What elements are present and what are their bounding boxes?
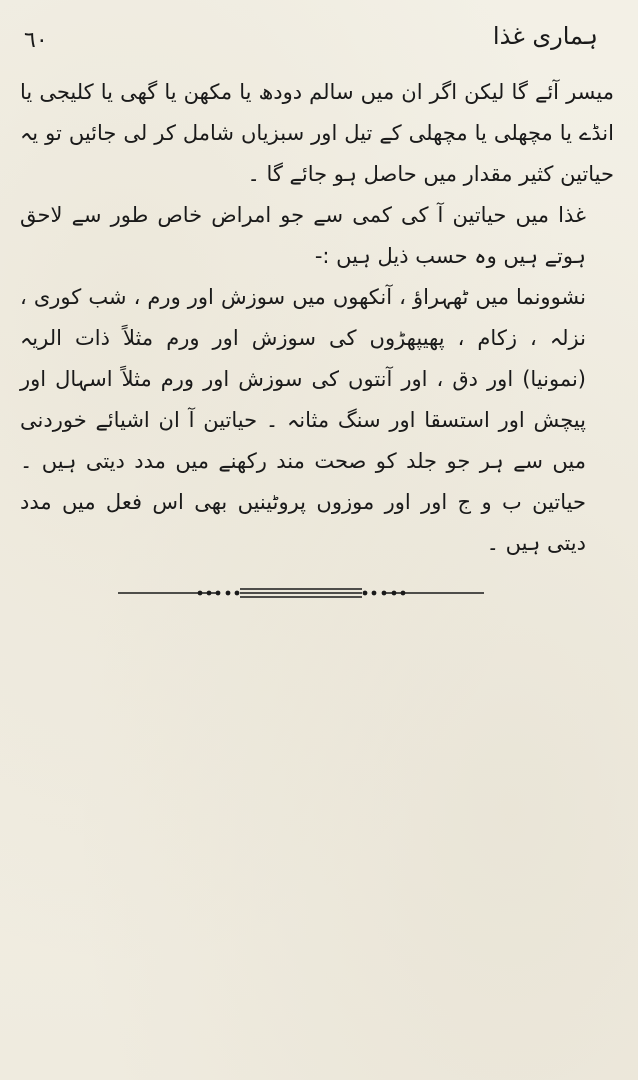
running-head: ہماری غذا (492, 22, 598, 50)
paragraph-1: میسر آئے گا لیکن اگر ان میں سالم دودھ یا مکھن یا گھی یا کلیجی یا انڈے یا مچھلی یا مچھلی کے تیل اور سبزیاں شامل کر لی جائیں تو یہ حیاتین کثیر مقدار میں حاصل ہو جائے گا ۔ (20, 80, 614, 186)
page-number: ٦٠ (24, 28, 48, 53)
page-header (24, 22, 598, 62)
body-text (20, 72, 614, 564)
paragraph-3: نشوونما میں ٹھہراؤ ، آنکھوں میں سوزش اور ورم ، شب کوری ، نزلہ ، زکام ، پھیپھڑوں کی سوزش اور ورم مثلاً ذات الریہ (نمونیا) اور دق ، اور آنتوں کی سوزش اور ورم مثلاً اسہال اور پیچش اور استسقا اور سنگ مثانہ ۔ حیاتین آ ان اشیائے خوردنی میں سے ہر جو جلد کو صحت مند رکھنے میں مدد دیتی ہیں ۔ حیاتین ب و ج اور اور موزوں پروٹینیں بھی اس فعل میں مدد دیتی ہیں ۔ (20, 285, 586, 555)
paragraph-2: غذا میں حیاتین آ کی کمی سے جو امراض خاص طور سے لاحق ہوتے ہیں وہ حسب ذیل ہیں :- (20, 203, 586, 268)
ornament-divider (118, 585, 484, 601)
